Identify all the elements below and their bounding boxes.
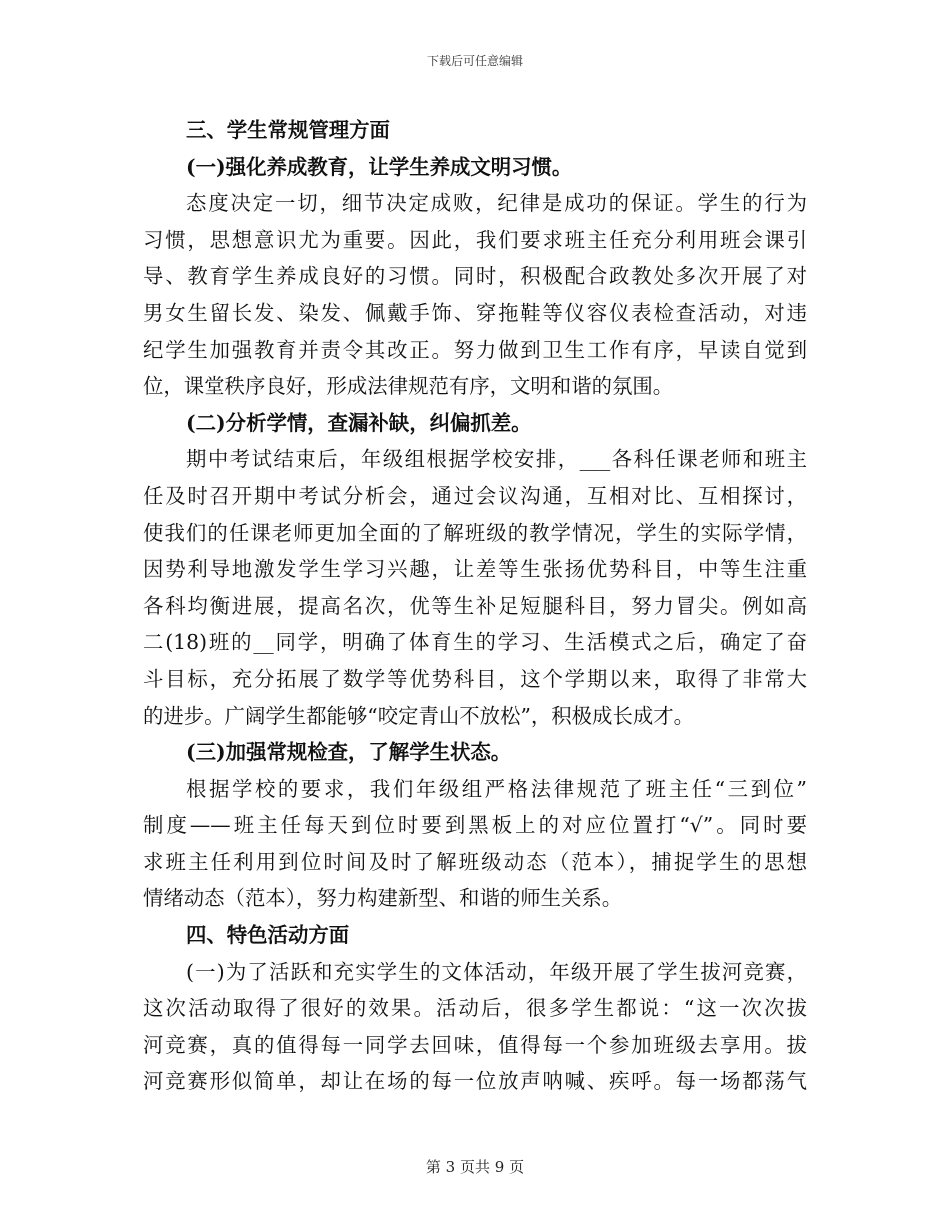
paragraph-line: 位，课堂秩序良好，形成法律规范有序，文明和谐的氛围。	[143, 374, 674, 399]
paragraph-line: 求班主任利用到位时间及时了解班级动态（范本），捕捉学生的思想	[143, 849, 807, 874]
paragraph-line: 男女生留长发、染发、佩戴手饰、穿拖鞋等仪容仪表检查活动，对违	[143, 300, 807, 325]
paragraph-line: 期中考试结束后，年级组根据学校安排，___各科任课老师和班主	[186, 447, 807, 472]
subsection-heading: (一)强化养成教育，让学生养成文明习惯。	[186, 154, 573, 179]
paragraph-line: 的进步。广阔学生都能够“咬定青山不放松”，积极成长成才。	[143, 703, 695, 728]
paragraph-line: 因势利导地激发学生学习兴趣，让差等生张扬优势科目，中等生注重	[143, 557, 807, 582]
paragraph-line: 任及时召开期中考试分析会，通过会议沟通，互相对比、互相探讨，	[143, 483, 807, 508]
subsection-heading: (三)加强常规检查，了解学生状态。	[186, 740, 512, 765]
paragraph-line: 纪学生加强教育并责令其改正。努力做到卫生工作有序，早读自觉到	[143, 337, 807, 362]
paragraph-line: 制度——班主任每天到位时要到黑板上的对应位置打“√”。同时要	[143, 813, 807, 838]
document-body	[143, 112, 807, 1100]
section-heading: 三、学生常规管理方面	[186, 118, 390, 142]
paragraph-line: 导、教育学生养成良好的习惯。同时，积极配合政教处多次开展了对	[143, 264, 807, 289]
paragraph-line: 斗目标，充分拓展了数学等优势科目，这个学期以来，取得了非常大	[143, 666, 807, 691]
paragraph-line: 情绪动态（范本），努力构建新型、和谐的师生关系。	[143, 886, 623, 911]
paragraph-line: (一)为了活跃和充实学生的文体活动，年级开展了学生拔河竞赛，	[186, 959, 807, 984]
paragraph-line: 二(18)班的__同学，明确了体育生的学习、生活模式之后，确定了奋	[143, 630, 807, 655]
paragraph-line: 各科均衡进展，提高名次，优等生补足短腿科目，努力冒尖。例如高	[143, 593, 807, 618]
section-heading: 四、特色活动方面	[186, 923, 350, 948]
page-number: 第 3 页共 9 页	[425, 1158, 525, 1176]
paragraph-line: 使我们的任课老师更加全面的了解班级的教学情况，学生的实际学情，	[143, 520, 807, 545]
paragraph-line: 根据学校的要求，我们年级组严格法律规范了班主任“三到位”	[186, 776, 807, 801]
paragraph-line: 河竞赛，真的值得每一同学去回味，值得每一个参加班级去享用。拔	[143, 1032, 807, 1057]
paragraph-line: 态度决定一切，细节决定成败，纪律是成功的保证。学生的行为	[186, 191, 807, 216]
paragraph-line: 这次活动取得了很好的效果。活动后，很多学生都说：“这一次次拔	[143, 996, 807, 1021]
page-header: 下载后可任意编辑	[426, 54, 523, 68]
paragraph-line: 河竞赛形似简单，却让在场的每一位放声呐喊、疾呼。每一场都荡气	[143, 1069, 807, 1094]
subsection-heading: (二)分析学情，查漏补缺，纠偏抓差。	[186, 410, 532, 435]
paragraph-line: 习惯，思想意识尤为重要。因此，我们要求班主任充分利用班会课引	[143, 227, 807, 252]
